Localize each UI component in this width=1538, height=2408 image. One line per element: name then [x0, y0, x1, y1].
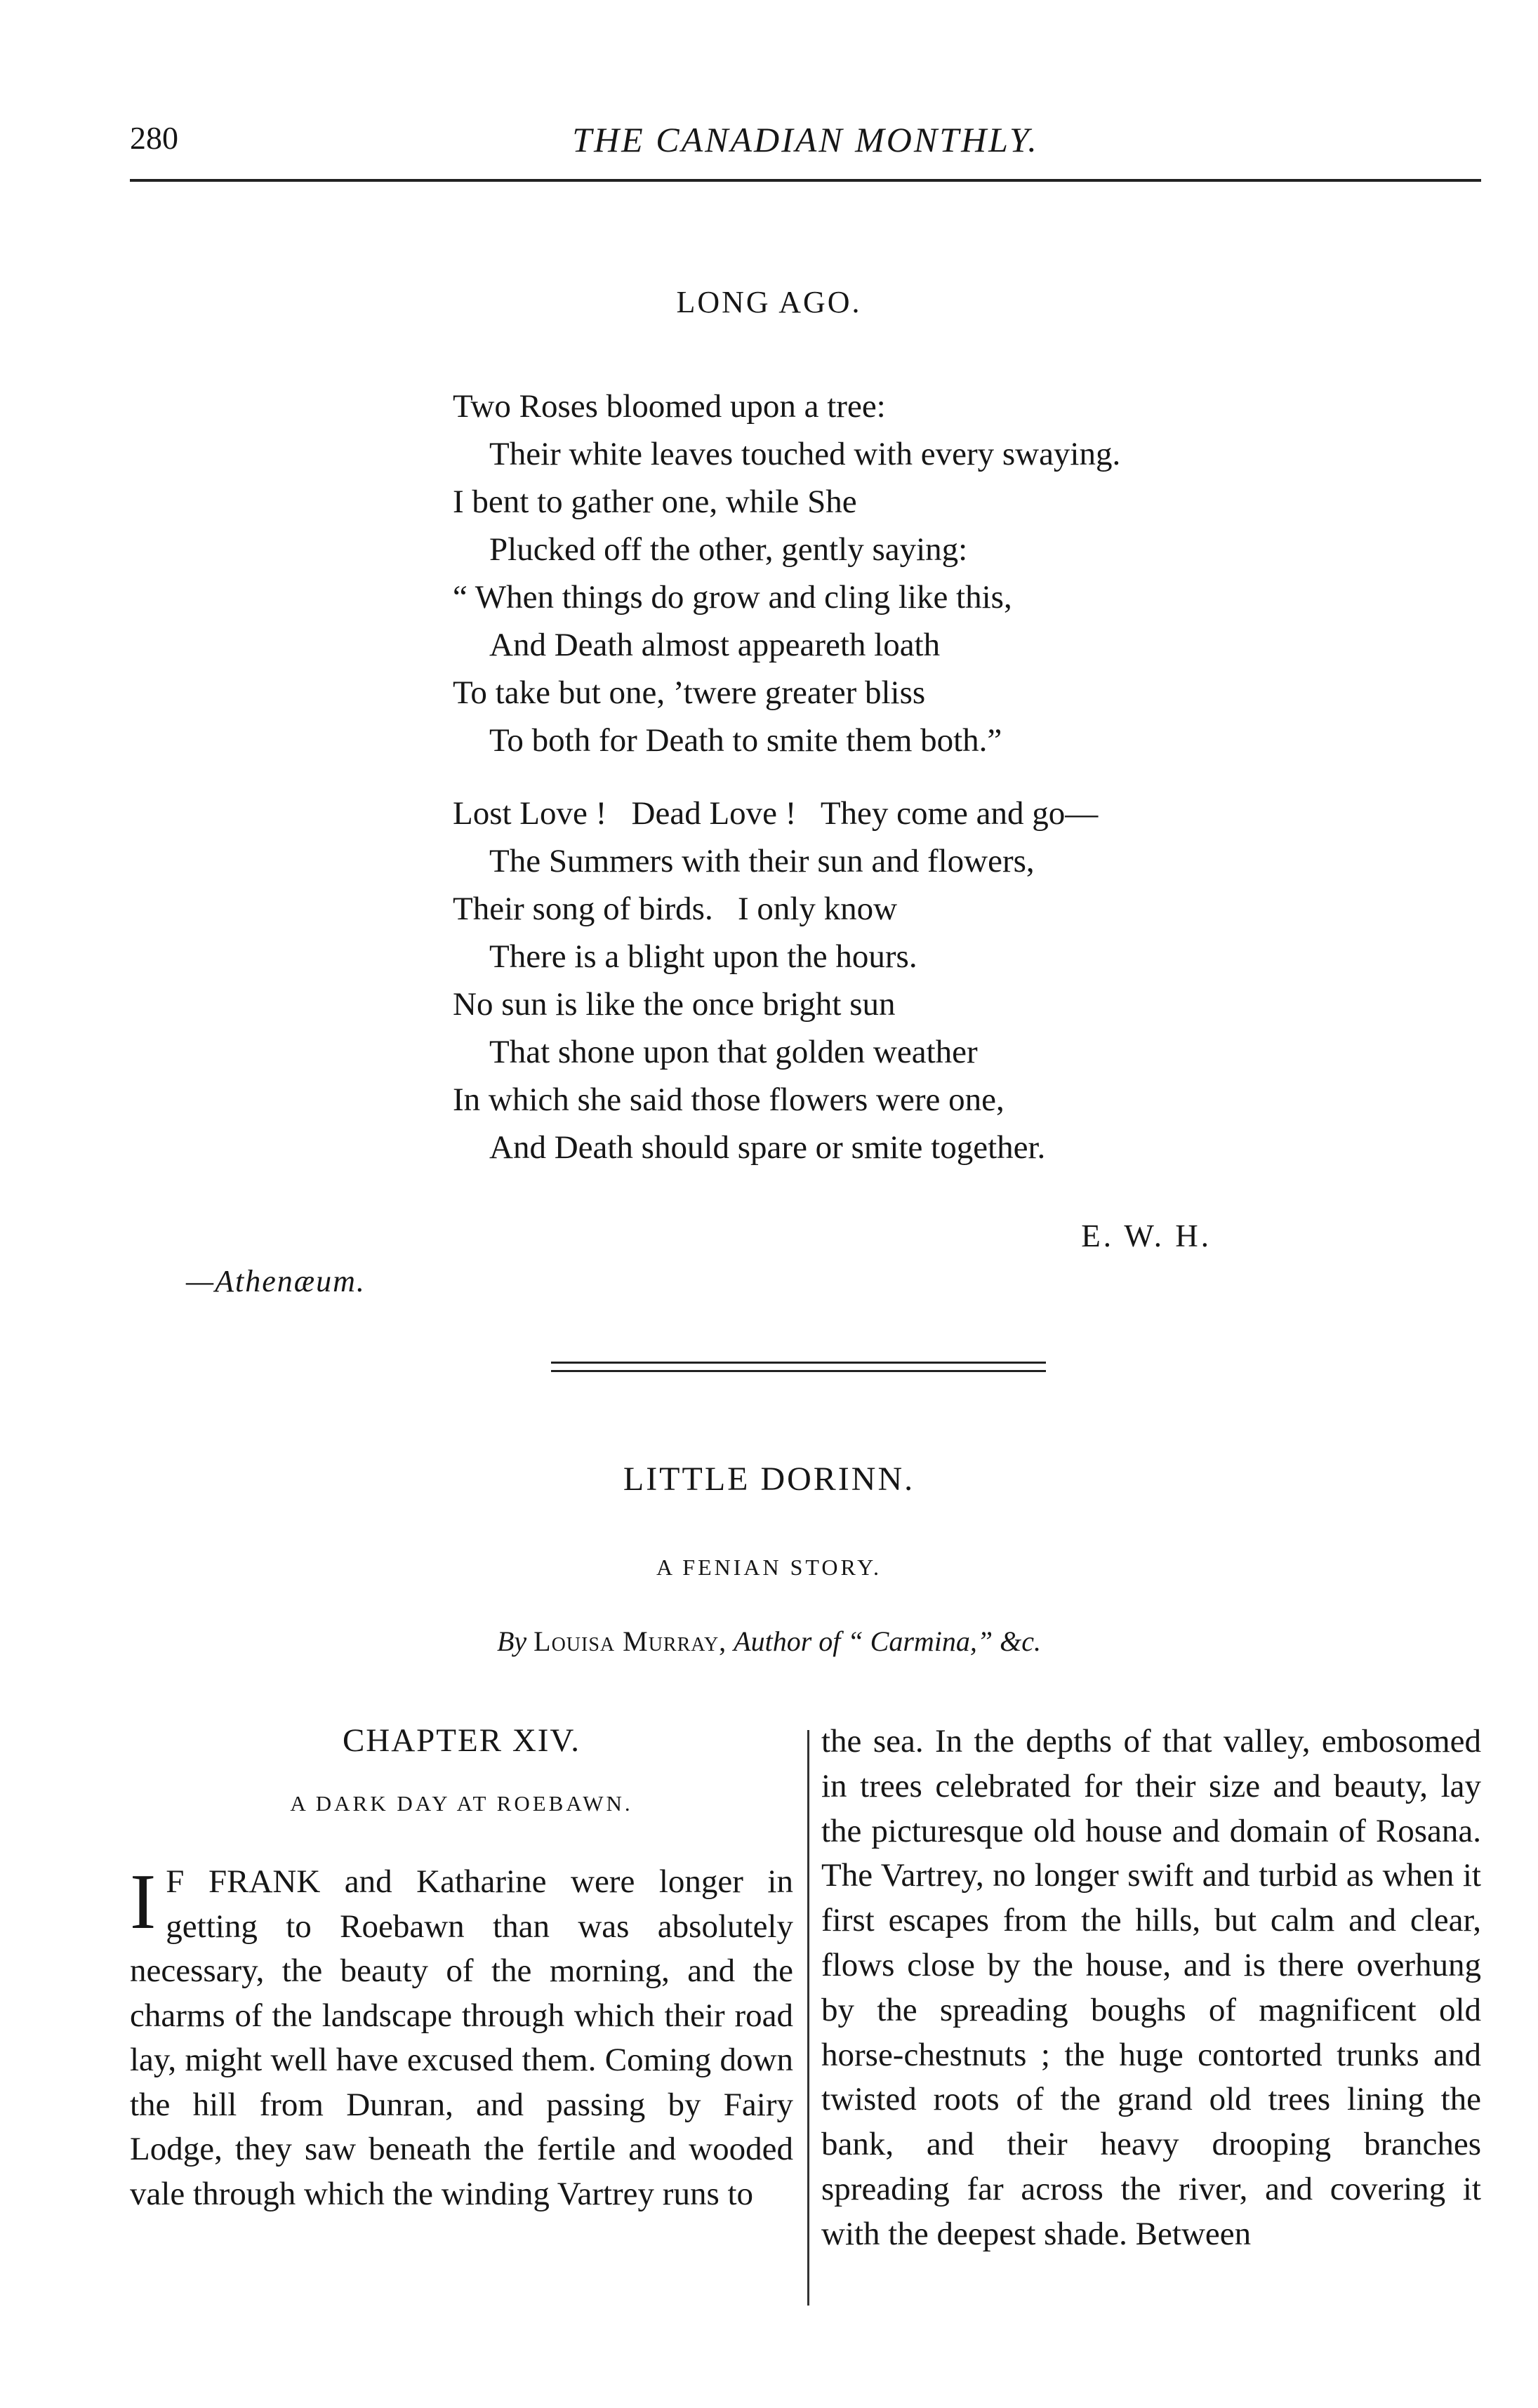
- header-rule: [130, 179, 1481, 182]
- left-column-body: F FRANK and Katharine were longer in getting to Roebawn than was absolutely necessary, the beauty of the morning, and the charms of the landscape through which their road lay, might well have excused them. Coming down the hill from Dunran, and passing by Fairy Lodge, they saw beneath the fertile and wooded vale through which the winding Vartrey runs to: [130, 1863, 793, 2212]
- poem-line: And Death should spare or smite together.: [489, 1129, 1046, 1166]
- left-column: [130, 1719, 793, 2216]
- byline-credit: Author of “ Carmina,” &c.: [734, 1625, 1042, 1657]
- poem-line: To take but one, ’twere greater bliss: [453, 674, 926, 711]
- drop-cap: I: [130, 1858, 157, 1945]
- poem-line: No sun is like the once bright sun: [453, 986, 896, 1023]
- section-divider: [551, 1362, 1046, 1372]
- poem-line: In which she said those flowers were one,: [453, 1082, 1005, 1118]
- page-number: 280: [130, 120, 178, 156]
- poem-line: “ When things do grow and cling like this,: [453, 579, 1012, 616]
- running-title: THE CANADIAN MONTHLY.: [572, 120, 1039, 159]
- chapter-title: A DARK DAY AT ROEBAWN.: [290, 1791, 633, 1816]
- poem-source: —Athenæum.: [186, 1264, 366, 1298]
- poem-line: And Death almost appeareth loath: [489, 627, 941, 663]
- byline: [0, 1625, 1538, 1658]
- chapter-heading: CHAPTER XIV.: [342, 1722, 581, 1759]
- poem-line: There is a blight upon the hours.: [489, 938, 917, 975]
- poem-line: Plucked off the other, gently saying:: [489, 531, 968, 568]
- poem-body: [453, 383, 1295, 1171]
- poem-line: To both for Death to smite them both.”: [489, 722, 1002, 759]
- byline-author: Louisa Murray,: [533, 1625, 727, 1657]
- byline-by: By: [496, 1625, 527, 1657]
- poem-line: That shone upon that golden weather: [489, 1034, 978, 1070]
- poem-stanza: [453, 383, 1295, 764]
- poem-author: E. W. H.: [1081, 1218, 1212, 1253]
- poem-stanza: [453, 790, 1295, 1171]
- poem-line: Their white leaves touched with every swaying.: [489, 436, 1121, 472]
- column-divider: [807, 1730, 809, 2306]
- poem-line: Two Roses bloomed upon a tree:: [453, 388, 886, 425]
- poem-line: I bent to gather one, while She: [453, 484, 857, 520]
- running-header: [130, 98, 1481, 159]
- right-column: [821, 1719, 1481, 2257]
- left-column-text: [130, 1860, 793, 2216]
- story-subtitle: A FENIAN STORY.: [656, 1555, 882, 1580]
- poem-title: LONG AGO.: [676, 285, 862, 319]
- right-column-text: the sea. In the depths of that valley, embosomed in trees celebrated for their size and beauty, lay the picturesque old house and domain of Rosana. The Vartrey, no longer swift and turbid as when it first escapes from the hills, but calm and clear, flows close by the house, and is there overhung by the spreading boughs of magnificent old horse-chestnuts ; the huge contorted trunks and twisted roots of the grand old trees lining the bank, and their heavy drooping branches spreading far across the river, and covering it with the deepest shade. Between: [821, 1723, 1481, 2252]
- poem-line: The Summers with their sun and flowers,: [489, 843, 1035, 879]
- poem-line: Their song of birds. I only know: [453, 891, 898, 927]
- story-title: LITTLE DORINN.: [623, 1461, 915, 1498]
- poem-line: Lost Love ! Dead Love ! They come and go—: [453, 795, 1099, 832]
